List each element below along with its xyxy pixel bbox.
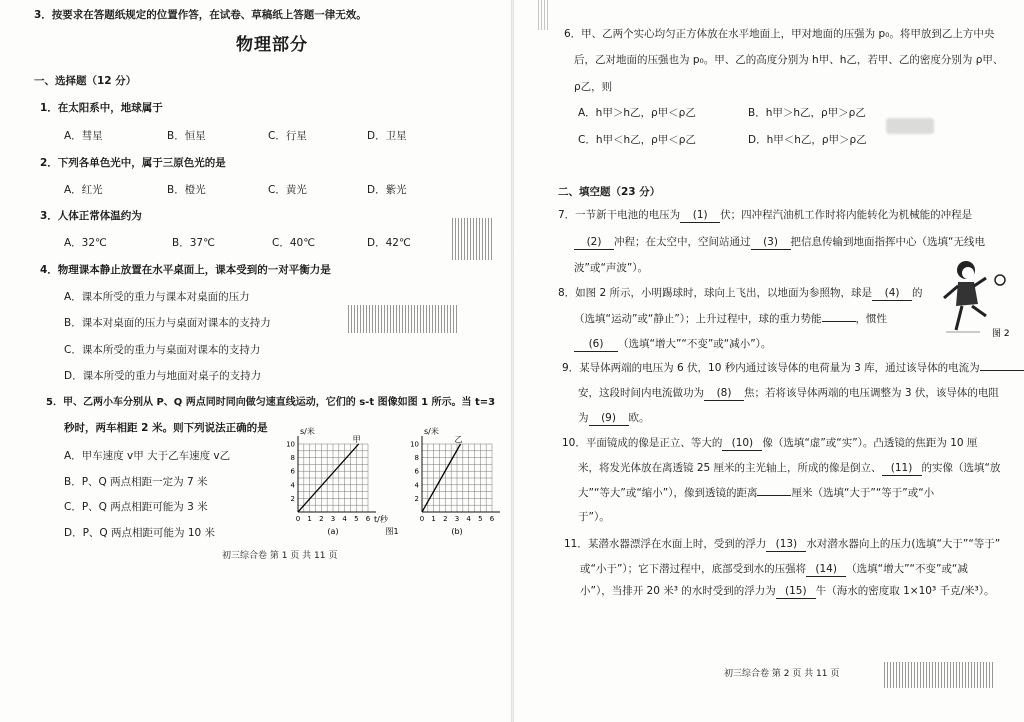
y-axis-label: s/米 bbox=[424, 427, 439, 436]
q4-option-a: A．课本所受的重力与课本对桌面的压力 bbox=[64, 291, 250, 303]
answer-blank-1[interactable]: (1) bbox=[680, 208, 720, 223]
question-9-line1: 9．某导体两端的电压为 6 伏，10 秒内通过该导体的电荷量为 3 库，通过该导体的电流为 bbox=[562, 361, 1024, 375]
q1-option-a: A．彗星 bbox=[64, 130, 103, 142]
section-heading-fill: 二、填空题（23 分） bbox=[558, 186, 661, 198]
q5-option-c: C．P、Q 两点相距可能为 3 米 bbox=[64, 501, 208, 513]
right-page-footer: 初三综合卷 第 2 页 共 11 页 bbox=[724, 669, 840, 679]
q2-option-a: A．红光 bbox=[64, 184, 103, 196]
q1-option-c: C．行星 bbox=[268, 130, 307, 142]
question-3-stem: 3．人体正常体温约为 bbox=[40, 210, 142, 222]
answer-blank-14[interactable]: (14) bbox=[806, 562, 846, 577]
x-tick-label: 2 bbox=[319, 515, 324, 523]
figure-2-caption: 图 2 bbox=[992, 329, 1010, 339]
question-6-line3: ρ乙，则 bbox=[574, 81, 613, 93]
left-page-footer: 初三综合卷 第 1 页 共 11 页 bbox=[222, 551, 338, 561]
y-tick-label: 6 bbox=[290, 467, 295, 476]
y-tick-label: 8 bbox=[290, 454, 295, 463]
series-label: 甲 bbox=[352, 435, 361, 444]
question-9-line2: 安，这段时间内电流做功为 (8) 焦；若将该导体两端的电压调整为 3 伏，该导体的电阻 bbox=[578, 387, 999, 399]
left-page bbox=[0, 0, 511, 722]
answer-blank-8[interactable]: (8) bbox=[704, 386, 744, 401]
panel-label: (a) bbox=[327, 527, 339, 536]
q3-option-c: C．40℃ bbox=[272, 237, 315, 249]
question-8-line2: （选填“运动”或“静止”）；上升过程中，球的重力势能 ，惯性 bbox=[574, 313, 888, 325]
q6-option-a: A．h甲＞h乙，ρ甲＜ρ乙 bbox=[578, 107, 696, 119]
question-10-line4: 于”）。 bbox=[578, 511, 610, 523]
scan-smudge bbox=[886, 118, 934, 134]
answer-blank-5[interactable] bbox=[822, 321, 856, 322]
answer-blank-7[interactable] bbox=[980, 370, 1024, 371]
q3-option-d: D．42℃ bbox=[367, 237, 411, 249]
question-6-line1: 6．甲、乙两个实心均匀正方体放在水平地面上，甲对地面的压强为 p₀。将甲放到乙上方中央 bbox=[564, 28, 995, 40]
answer-blank-2[interactable]: (2) bbox=[574, 235, 614, 250]
x-tick-label: 6 bbox=[365, 515, 371, 523]
q5-option-b: B．P、Q 两点相距一定为 7 米 bbox=[64, 476, 208, 488]
x-tick-label: 2 bbox=[443, 515, 448, 523]
answer-blank-3[interactable]: (3) bbox=[751, 235, 791, 250]
q4-option-d: D．课本所受的重力与地面对桌子的支持力 bbox=[64, 370, 262, 382]
q5-option-a: A．甲车速度 v甲 大于乙车速度 v乙 bbox=[64, 450, 231, 462]
q6-option-d: D．h甲＜h乙，ρ甲＞ρ乙 bbox=[748, 134, 867, 146]
answer-blank-9[interactable]: (9) bbox=[589, 411, 629, 426]
answer-blank-11[interactable]: (11) bbox=[882, 461, 922, 476]
page-title: 物理部分 bbox=[236, 35, 308, 55]
answer-blank-12[interactable] bbox=[757, 495, 791, 496]
x-tick-label: 1 bbox=[307, 515, 312, 523]
y-tick-label: 10 bbox=[410, 440, 419, 449]
question-7-line3: 波”或“声波”）。 bbox=[574, 262, 649, 274]
q6-option-b: B．h甲＞h乙，ρ甲＞ρ乙 bbox=[748, 107, 866, 119]
y-tick-label: 6 bbox=[414, 467, 419, 476]
question-8-line1: 8．如图 2 所示，小明踢球时，球向上飞出，以地面为参照物，球是 (4) 的 bbox=[558, 287, 923, 299]
q4-option-b: B．课本对桌面的压力与桌面对课本的支持力 bbox=[64, 317, 271, 329]
question-1-stem: 1．在太阳系中，地球属于 bbox=[40, 102, 163, 114]
question-10-line1: 10．平面镜成的像是正立、等大的 (10) 像（选填“虚”或“实”）。凸透镜的焦距为 10 厘 bbox=[562, 437, 978, 449]
answer-blank-13[interactable]: (13) bbox=[766, 537, 806, 552]
q5-option-d: D．P、Q 两点相距可能为 10 米 bbox=[64, 527, 216, 539]
figure-caption: 图1 bbox=[385, 527, 399, 536]
figure-2-kicking-boy bbox=[932, 258, 1012, 342]
question-2-stem: 2．下列各单色光中，属于三原色光的是 bbox=[40, 157, 226, 169]
answer-blank-4[interactable]: (4) bbox=[872, 286, 912, 301]
x-tick-label: 5 bbox=[478, 515, 483, 523]
q6-option-c: C．h甲＜h乙，ρ甲＜ρ乙 bbox=[578, 134, 696, 146]
question-4-stem: 4．物理课本静止放置在水平桌面上，课本受到的一对平衡力是 bbox=[40, 264, 331, 276]
x-tick-label: 4 bbox=[342, 515, 347, 523]
q2-option-d: D．紫光 bbox=[367, 184, 407, 196]
y-tick-label: 2 bbox=[414, 494, 419, 503]
y-tick-label: 4 bbox=[290, 481, 295, 490]
x-tick-label: 3 bbox=[454, 515, 460, 523]
q2-option-b: B．橙光 bbox=[167, 184, 206, 196]
y-axis-label: s/米 bbox=[300, 427, 315, 436]
question-7-line2: (2) 冲程；在太空中，空间站通过 (3) 把信息传输到地面指挥中心（选填“无线电 bbox=[574, 235, 985, 250]
y-tick-label: 10 bbox=[286, 440, 295, 449]
y-tick-label: 4 bbox=[414, 481, 419, 490]
x-tick-label: 1 bbox=[431, 515, 436, 523]
y-tick-label: 2 bbox=[290, 494, 295, 503]
instruction-text: 3．按要求在答题纸规定的位置作答，在试卷、草稿纸上答题一律无效。 bbox=[34, 9, 367, 21]
x-tick-label: 0 bbox=[295, 515, 301, 523]
question-11-line1: 11．某潜水器漂浮在水面上时，受到的浮力 (13) 水对潜水器向上的压力(选填“大于”“等于” bbox=[564, 538, 1001, 550]
question-7-line1: 7．一节新干电池的电压为 (1) 伏；四冲程汽油机工作时将内能转化为机械能的冲程是 bbox=[558, 209, 973, 221]
scan-noise bbox=[884, 662, 994, 688]
question-10-line2: 米，将发光体放在离透镜 25 厘米的主光轴上，所成的像是倒立、 (11) 的实像（选填“放 bbox=[578, 462, 1001, 474]
x-tick-label: 0 bbox=[419, 515, 425, 523]
figure-1-st-graphs bbox=[280, 422, 510, 540]
q4-option-c: C．课本所受的重力与桌面对课本的支持力 bbox=[64, 344, 261, 356]
x-tick-label: 3 bbox=[330, 515, 336, 523]
question-10-line3: 大”“等大”或“缩小”），像到透镜的距离 厘米（选填“大于”“等于”或“小 bbox=[578, 487, 935, 499]
q3-option-a: A．32℃ bbox=[64, 237, 107, 249]
question-6-line2: 后，乙对地面的压强也为 p₀。甲、乙的高度分别为 h甲、h乙，若甲、乙的密度分别为 ρ甲、 bbox=[574, 54, 1004, 66]
x-tick-label: 5 bbox=[354, 515, 359, 523]
panel-label: (b) bbox=[451, 527, 463, 536]
q1-option-d: D．卫星 bbox=[367, 130, 407, 142]
scan-noise bbox=[538, 0, 548, 30]
q3-option-b: B．37℃ bbox=[172, 237, 215, 249]
question-5-stem-line1: 5．甲、乙两小车分别从 P、Q 两点同时同向做匀速直线运动，它们的 s-t 图像如图 1 所示。当 t=3 bbox=[46, 397, 496, 408]
q1-option-b: B．恒星 bbox=[167, 130, 206, 142]
scan-noise bbox=[348, 305, 458, 333]
right-page bbox=[514, 0, 1024, 722]
question-11-line2: 或“小于”）；它下潜过程中，底部受到水的压强将 (14) （选填“增大”“不变”或“减 bbox=[580, 563, 968, 575]
x-tick-label: 6 bbox=[489, 515, 495, 523]
y-tick-label: 8 bbox=[414, 454, 419, 463]
question-11-line3: 小”），当排开 20 米³ 的水时受到的浮力为 (15) 牛（海水的密度取 1×10³ 千克/米³）。 bbox=[580, 585, 995, 597]
question-5-stem-line2: 秒时，两车相距 2 米。则下列说法正确的是 bbox=[64, 422, 268, 434]
x-tick-label: 4 bbox=[466, 515, 471, 523]
section-heading-choice: 一、选择题（12 分） bbox=[34, 75, 137, 87]
series-label: 乙 bbox=[454, 435, 463, 444]
question-8-line3: (6) （选填“增大”“不变”或“减小”）。 bbox=[574, 337, 771, 352]
q2-option-c: C．黄光 bbox=[268, 184, 307, 196]
x-axis-label: t/秒 bbox=[374, 515, 388, 524]
answer-blank-6[interactable]: (6) bbox=[574, 337, 618, 352]
scan-noise bbox=[452, 218, 492, 260]
answer-blank-15[interactable]: (15) bbox=[776, 584, 816, 599]
answer-blank-10[interactable]: (10) bbox=[722, 436, 762, 451]
question-9-line3: 为 (9) 欧。 bbox=[578, 412, 650, 424]
